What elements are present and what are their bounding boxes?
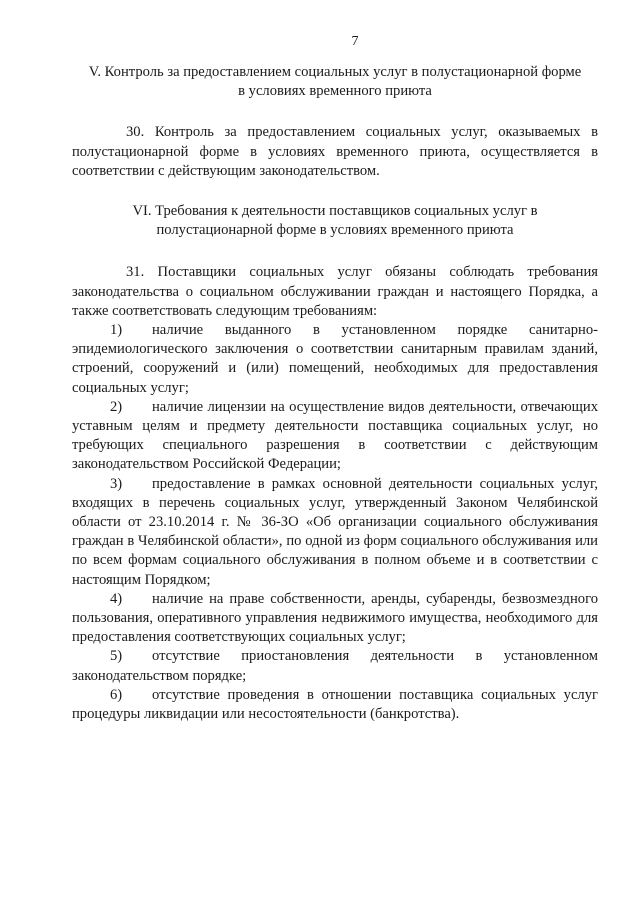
list-item-text: наличие выданного в установленном порядке санитарно-эпидемиологического заключения о соответствии санитарным правилам зданий, строений, сооружений и (или) помещений, необходимых для предоставления социальных услуг; (72, 322, 598, 396)
list-item-2 (72, 398, 598, 475)
list-item-number: 5) (110, 648, 123, 665)
paragraph-30: 30. Контроль за предоставлением социальных услуг, оказываемых в полустационарной форме в условиях временного приюта, осуществляется в соответствии с действующим законодательством. (72, 124, 598, 179)
list-item-number: 4) (110, 590, 123, 607)
section-6-heading-line-1: VI. Требования к деятельности поставщиков социальных услуг в (132, 203, 538, 220)
list-item-text: предоставление в рамках основной деятельности социальных услуг, входящих в перечень социальных услуг, утвержденный Законом Челябинской области от 23.10.2014 г. № 36-ЗО «Об организации социального обслуживания граждан в Челябинской области», по одной из форм социального обслуживания или по всем формам социального обслуживания в полном объеме и в соответствии с настоящим Порядком; (72, 475, 598, 588)
page-number: 7 (351, 34, 359, 49)
list-item-4 (72, 590, 598, 648)
list-item-text: отсутствие проведения в отношении поставщика социальных услуг процедуры ликвидации или несостоятельности (банкротства). (72, 686, 598, 723)
list-item-number: 1) (110, 322, 123, 339)
list-item-number: 6) (110, 686, 123, 703)
list-item-5 (72, 647, 598, 685)
list-item-number: 3) (110, 475, 123, 492)
section-6-heading-line-2: полустационарной форме в условиях временного приюта (156, 222, 514, 239)
section-5-heading (72, 63, 598, 101)
section-5-heading-line-1: V. Контроль за предоставлением социальных услуг в полустационарной форме (88, 64, 582, 80)
list-item-text: отсутствие приостановления деятельности в установленном законодательством порядке; (72, 648, 598, 684)
section-6-heading (72, 202, 598, 240)
section-5-heading-line-2: в условиях временного приюта (238, 83, 432, 100)
list-item-1 (72, 321, 598, 398)
list-item-6 (72, 686, 598, 724)
list-item-number: 2) (110, 398, 123, 415)
list-item-text: наличие на праве собственности, аренды, субаренды, безвозмездного пользования, оперативного управления недвижимого имущества, необходимого для предоставления соответствующих социальных услуг; (72, 590, 598, 646)
list-item-text: наличие лицензии на осуществление видов деятельности, отвечающих уставным целям и предмету деятельности поставщика социальных услуг, но требующих специального разрешения в соответствии с действующим законодательством Российской Федерации; (72, 398, 598, 473)
paragraph-31: 31. Поставщики социальных услуг обязаны соблюдать требования законодательства о социальном обслуживании граждан и настоящего Порядка, а также соответствовать следующим требованиям: (72, 264, 598, 319)
list-item-3 (72, 475, 598, 590)
document-body (72, 63, 598, 724)
